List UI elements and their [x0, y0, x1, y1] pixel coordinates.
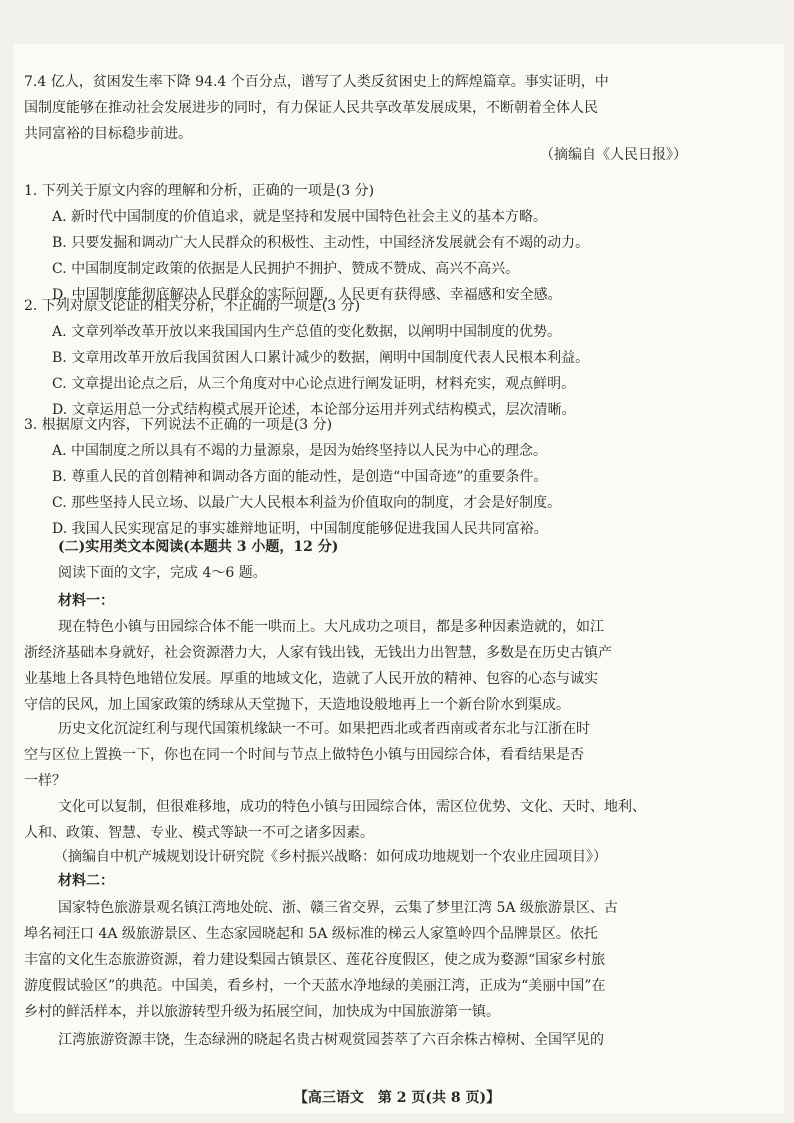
- question-3-option-a: A. 中国制度之所以具有不竭的力量源泉，是因为始终坚持以人民为中心的理念。: [52, 443, 548, 459]
- section-instruction: 阅读下面的文字，完成 4～6 题。: [58, 565, 267, 581]
- section-heading: (二)实用类文本阅读(本题共 3 小题，12 分): [58, 539, 339, 555]
- question-1-option-b: B. 只要发掘和调动广大人民群众的积极性、主动性，中国经济发展就会有不竭的动力。: [52, 235, 590, 251]
- material-1-line: 历史文化沉淀红利与现代国策机缘缺一不可。如果把西北或者西南或者东北与江浙在时: [58, 721, 590, 737]
- intro-line: 7.4 亿人，贫困发生率下降 94.4 个百分点，谱写了人类反贫困史上的辉煌篇章。事实证明，中: [24, 74, 609, 90]
- question-2-option-d: D. 文章运用总一分式结构模式展开论述，本论部分运用并列式结构模式，层次清晰。: [52, 402, 576, 418]
- intro-source: （摘编自《人民日报》）: [540, 147, 687, 163]
- question-3-option-b: B. 尊重人民的首创精神和调动各方面的能动性，是创造“中国奇迹”的重要条件。: [52, 469, 548, 485]
- material-1-line: 守信的民风，加上国家政策的绣球从天堂抛下，天造地设般地再上一个新台阶水到渠成。: [24, 697, 570, 713]
- material-1-line: 现在特色小镇与田园综合体不能一哄而上。大凡成功之项目，都是多种因素造就的，如江: [58, 619, 604, 635]
- question-3-option-c: C. 那些坚持人民立场、以最广大人民根本利益为价值取向的制度，才会是好制度。: [52, 495, 562, 511]
- question-1-option-c: C. 中国制度制定政策的依据是人民拥护不拥护、赞成不赞成、高兴不高兴。: [52, 261, 520, 277]
- question-1-option-a: A. 新时代中国制度的价值追求，就是坚持和发展中国特色社会主义的基本方略。: [52, 209, 548, 225]
- question-2-stem: 2. 下列对原文论证的相关分析，不正确的一项是(3 分): [24, 298, 361, 314]
- material-1-line: 人和、政策、智慧、专业、模式等缺一不可之诸多因素。: [24, 825, 374, 841]
- material-1-line: 文化可以复制，但很难移地，成功的特色小镇与田园综合体，需区位优势、文化、天时、地利、: [58, 799, 646, 815]
- question-3-option-d: D. 我国人民实现富足的事实雄辩地证明，中国制度能够促进我国人民共同富裕。: [52, 521, 548, 537]
- page-footer: 【高三语文 第 2 页(共 8 页)】: [293, 1090, 501, 1106]
- material-1-label: 材料一：: [58, 593, 114, 609]
- material-2-line: 埠名祠汪口 4A 级旅游景区、生态家园晓起和 5A 级标准的梯云人家篁岭四个品牌景区。依托: [24, 926, 598, 942]
- intro-line: 共同富裕的目标稳步前进。: [24, 126, 192, 142]
- material-1-line: 业基地上各具特色地错位发展。厚重的地域文化，造就了人民开放的精神、包容的心态与诚实: [24, 671, 598, 687]
- material-2-line: 江湾旅游资源丰饶，生态绿洲的晓起名贵古树观赏园荟萃了六百余株古樟树、全国罕见的: [58, 1032, 604, 1048]
- question-1-option-d: D. 中国制度能彻底解决人民群众的实际问题，人民更有获得感、幸福感和安全感。: [52, 287, 562, 303]
- question-3-stem: 3. 根据原文内容，下列说法不正确的一项是(3 分): [24, 417, 333, 433]
- material-1-line: 一样？: [24, 773, 66, 789]
- material-1-line: 浙经济基础本身就好，社会资源潜力大，人家有钱出钱，无钱出力出智慧，多数是在历史古镇产: [24, 645, 612, 661]
- question-2-option-a: A. 文章列举改革开放以来我国国内生产总值的变化数据，以阐明中国制度的优势。: [52, 324, 562, 340]
- intro-line: 国制度能够在推动社会发展进步的同时，有力保证人民共享改革发展成果，不断朝着全体人民: [24, 100, 598, 116]
- material-1-line: 空与区位上置换一下，你也在同一个时间与节点上做特色小镇与田园综合体，看看结果是否: [24, 747, 584, 763]
- material-2-line: 乡村的鲜活样本，并以旅游转型升级为拓展空间，加快成为中国旅游第一镇。: [24, 1004, 500, 1020]
- material-2-line: 国家特色旅游景观名镇江湾地处皖、浙、赣三省交界，云集了梦里江湾 5A 级旅游景区、古: [58, 900, 618, 916]
- question-2-option-c: C. 文章提出论点之后，从三个角度对中心论点进行阐发证明，材料充实，观点鲜明。: [52, 376, 576, 392]
- question-1-stem: 1. 下列关于原文内容的理解和分析，正确的一项是(3 分): [24, 183, 375, 199]
- question-2-option-b: B. 文章用改革开放后我国贫困人口累计减少的数据，阐明中国制度代表人民根本利益。: [52, 350, 590, 366]
- material-2-line: 丰富的文化生态旅游资源，着力建设梨园古镇景区、莲花谷度假区，使之成为婺源“国家乡村旅: [24, 952, 606, 968]
- material-1-source: （摘编自中机产城规划设计研究院《乡村振兴战略：如何成功地规划一个农业庄园项目》）: [54, 849, 607, 865]
- material-2-line: 游度假试验区”的典范。中国美，看乡村，一个天蓝水净地绿的美丽江湾，正成为“美丽中国”在: [24, 978, 606, 994]
- material-2-label: 材料二：: [58, 873, 114, 889]
